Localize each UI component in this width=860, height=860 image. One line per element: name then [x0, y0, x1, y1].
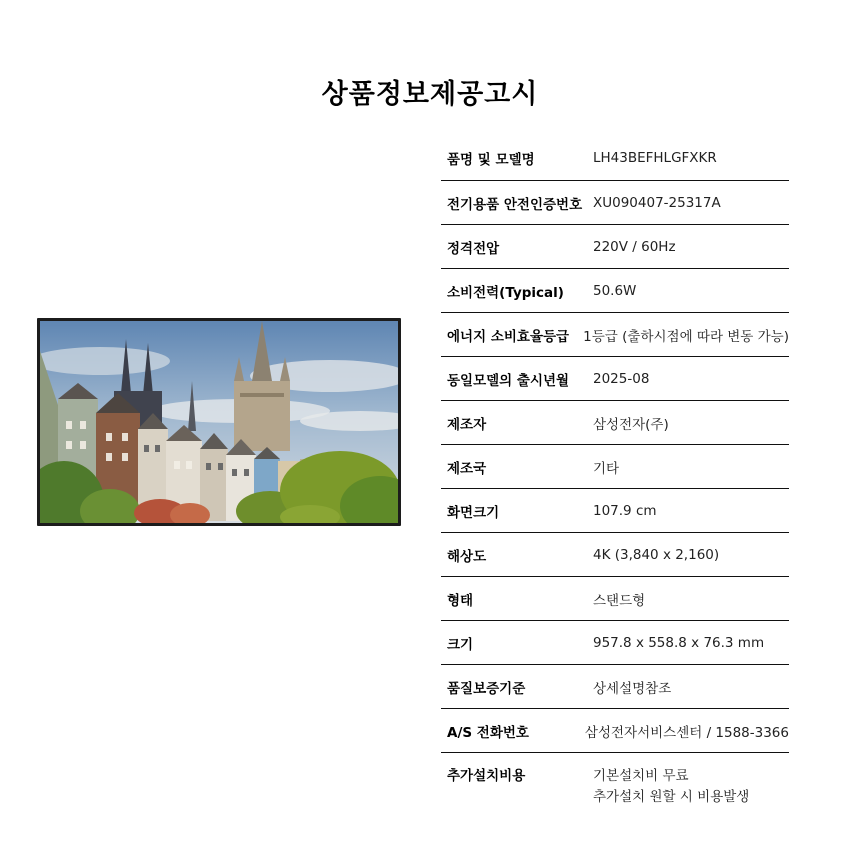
spec-row-energy-grade	[441, 313, 789, 357]
spec-value: 50.6W	[593, 282, 637, 299]
spec-value: 기타	[593, 460, 620, 477]
spec-row-install-cost	[441, 753, 789, 813]
spec-label: 소비전력(Typical)	[447, 284, 564, 301]
spec-row-model	[441, 136, 789, 181]
spec-label: 화면크기	[447, 504, 500, 521]
spec-value: 상세설명참조	[593, 680, 672, 697]
spec-label: 품명 및 모델명	[447, 152, 535, 168]
spec-row-safety-cert	[441, 181, 789, 225]
spec-row-screen-size	[441, 489, 789, 533]
spec-label: 품질보증기준	[447, 680, 526, 697]
spec-value: 107.9 cm	[593, 502, 657, 519]
spec-value: 삼성전자(주)	[593, 416, 669, 433]
spec-row-resolution	[441, 533, 789, 577]
spec-label: 정격전압	[447, 240, 500, 257]
spec-label: 해상도	[447, 548, 487, 565]
spec-label: 에너지 소비효율등급	[447, 328, 570, 345]
spec-label: 크기	[447, 636, 474, 653]
tv-bezel	[37, 318, 401, 526]
spec-label: A/S 전화번호	[447, 724, 529, 741]
tv-screen-scenery	[40, 321, 398, 523]
spec-value: 1등급 (출하시점에 따라 변동 가능)	[583, 328, 789, 345]
spec-label: 동일모델의 출시년월	[447, 372, 570, 389]
spec-label: 형태	[447, 592, 474, 609]
spec-row-as-phone	[441, 709, 789, 753]
page-title: 상품정보제공고시	[321, 79, 539, 110]
spec-row-manufacturer	[441, 401, 789, 445]
spec-row-voltage	[441, 225, 789, 269]
spec-value: 957.8 x 558.8 x 76.3 mm	[593, 634, 765, 651]
spec-label: 제조자	[447, 416, 487, 433]
product-image-tv	[37, 318, 401, 542]
spec-label: 전기용품 안전인증번호	[447, 196, 583, 213]
spec-value: LH43BEFHLGFXKR	[593, 150, 717, 166]
spec-value-line: 기본설치비 무료	[593, 768, 689, 784]
spec-value: 2025-08	[593, 370, 650, 387]
spec-label: 제조국	[447, 460, 487, 477]
spec-value: 4K (3,840 x 2,160)	[593, 546, 720, 563]
spec-value: 220V / 60Hz	[593, 238, 676, 255]
spec-value: XU090407-25317A	[593, 194, 721, 211]
spec-row-power	[441, 269, 789, 313]
spec-row-form	[441, 577, 789, 621]
spec-label: 추가설치비용	[447, 768, 526, 784]
spec-value-line: 추가설치 원할 시 비용발생	[593, 789, 750, 805]
spec-value: 삼성전자서비스센터 / 1588-3366	[584, 724, 789, 741]
spec-row-dimensions	[441, 621, 789, 665]
spec-table	[441, 136, 789, 813]
spec-row-country	[441, 445, 789, 489]
spec-row-warranty	[441, 665, 789, 709]
spec-value	[593, 766, 789, 808]
spec-value: 스탠드형	[593, 592, 646, 609]
spec-row-release-date	[441, 357, 789, 401]
